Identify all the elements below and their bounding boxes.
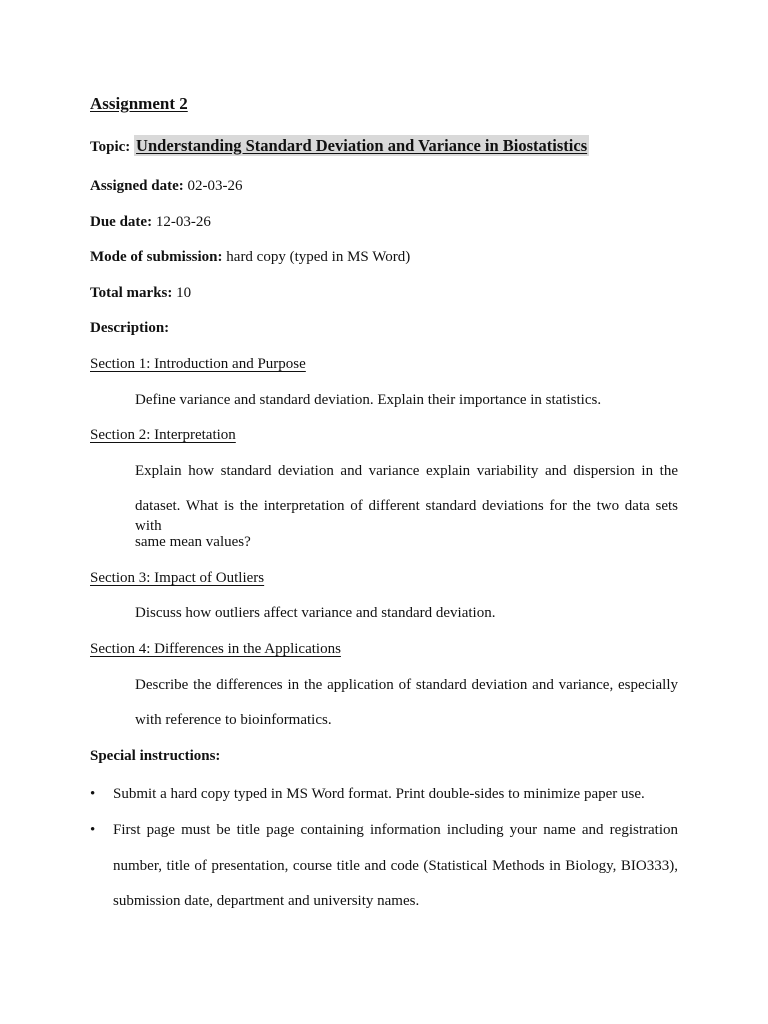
- bullet-2-marker: •: [90, 822, 96, 838]
- bullet-2-line-1: First page must be title page containing information including your name and registration: [113, 822, 678, 838]
- mode-value: hard copy (typed in MS Word): [226, 249, 411, 265]
- mode-label: Mode of submission:: [90, 249, 223, 265]
- assigned-date-value: 02-03-26: [187, 178, 243, 194]
- total-marks-value: 10: [176, 285, 192, 301]
- section-4-line-2: with reference to bioinformatics.: [135, 712, 332, 728]
- total-marks-label: Total marks:: [90, 285, 173, 301]
- section-2-line-2: dataset. What is the interpretation of different standard deviations for the two data sets with: [135, 498, 678, 534]
- assignment-title: Assignment 2: [90, 94, 188, 113]
- due-date-value: 12-03-26: [155, 214, 211, 230]
- section-2-line-1: Explain how standard deviation and variance explain variability and dispersion in the: [135, 463, 678, 479]
- section-1-heading: Section 1: Introduction and Purpose: [90, 356, 306, 372]
- total-marks-line: [90, 283, 191, 303]
- topic-text: Understanding Standard Deviation and Variance in Biostatistics: [136, 136, 588, 155]
- section-2-line-3: same mean values?: [135, 534, 251, 550]
- bullet-2-line-2: number, title of presentation, course title and code (Statistical Methods in Biology, BIO333),: [113, 858, 678, 874]
- bullet-1-marker: •: [90, 786, 96, 802]
- mode-line: [90, 247, 410, 267]
- section-4-line-1: Describe the differences in the application of standard deviation and variance, especially: [135, 677, 678, 693]
- section-1-line-1: Define variance and standard deviation. Explain their importance in statistics.: [135, 392, 602, 408]
- section-4-heading: Section 4: Differences in the Applications: [90, 641, 341, 657]
- bullet-2-line-3: submission date, department and university names.: [113, 893, 420, 909]
- assigned-date-line: [90, 176, 243, 196]
- special-instructions-label: Special instructions:: [90, 748, 221, 764]
- section-2-heading: Section 2: Interpretation: [90, 427, 236, 443]
- section-3-line-1: Discuss how outliers affect variance and standard deviation.: [135, 605, 496, 621]
- bullet-1-line-1: Submit a hard copy typed in MS Word format. Print double-sides to minimize paper use.: [113, 786, 645, 802]
- description-label: Description:: [90, 320, 170, 336]
- topic-line: [90, 136, 589, 157]
- topic-label: Topic:: [90, 139, 131, 155]
- section-3-heading: Section 3: Impact of Outliers: [90, 570, 265, 586]
- assigned-date-label: Assigned date:: [90, 178, 184, 194]
- due-date-line: [90, 212, 211, 232]
- due-date-label: Due date:: [90, 214, 153, 230]
